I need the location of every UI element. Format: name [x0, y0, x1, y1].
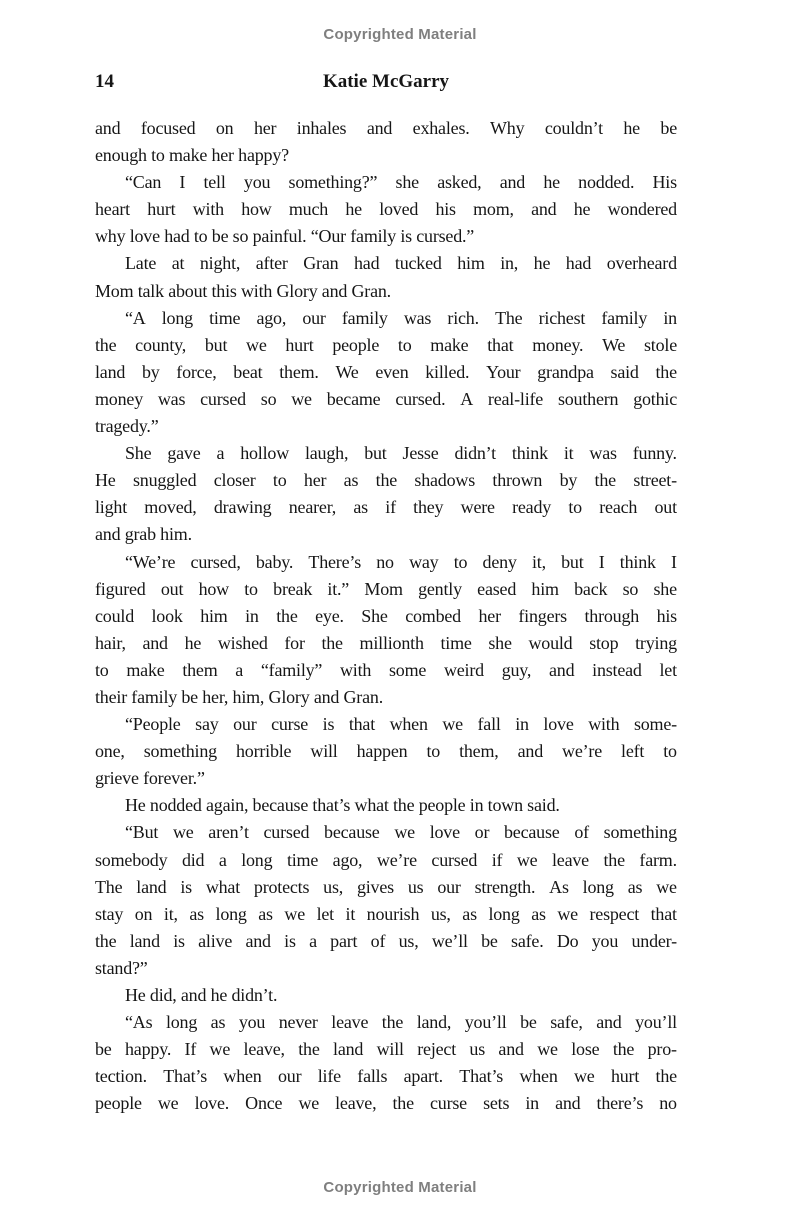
body-line: light moved, drawing nearer, as if they were ready to reach out: [95, 497, 677, 518]
body-line: could look him in the eye. She combed her fingers through his: [95, 605, 677, 626]
body-line: the land is alive and is a part of us, we’ll be safe. Do you under-: [95, 930, 677, 951]
body-line: land by force, beat them. We even killed. Your grandpa said the: [95, 361, 677, 382]
body-line: He did, and he didn’t.: [125, 985, 278, 1005]
body-line: their family be her, him, Glory and Gran.: [95, 686, 383, 707]
body-line: enough to make her happy?: [95, 145, 289, 166]
body-line: why love had to be so painful. “Our family is cursed.”: [95, 226, 475, 247]
body-line: “Can I tell you something?” she asked, and he nodded. His: [125, 172, 677, 193]
running-head: [95, 71, 677, 93]
body-line: He snuggled closer to her as the shadows thrown by the street-: [95, 470, 677, 491]
body-line: The land is what protects us, gives us our strength. As long as we: [95, 876, 677, 897]
body-line: somebody did a long time ago, we’re cursed if we leave the farm.: [95, 849, 677, 870]
page-number: 14: [95, 71, 114, 92]
running-title: Katie McGarry: [322, 71, 450, 92]
body-line: stay on it, as long as we let it nourish us, as long as we respect that: [95, 903, 677, 924]
body-line: the county, but we hurt people to make that money. We stole: [95, 334, 677, 355]
body-line: money was cursed so we became cursed. A real-life southern gothic: [95, 388, 677, 409]
body-text: [95, 115, 677, 1117]
body-line: “A long time ago, our family was rich. The richest family in: [125, 307, 677, 328]
body-line: be happy. If we leave, the land will reject us and we lose the pro-: [95, 1039, 677, 1060]
body-line: tection. That’s when our life falls apart. That’s when we hurt the: [95, 1066, 677, 1087]
body-line: “But we aren’t cursed because we love or because of something: [125, 822, 677, 843]
body-line: “We’re cursed, baby. There’s no way to deny it, but I think I: [125, 551, 677, 572]
body-line: to make them a “family” with some weird guy, and instead let: [95, 659, 677, 680]
body-line: people we love. Once we leave, the curse sets in and there’s no: [95, 1093, 677, 1114]
body-line: He nodded again, because that’s what the people in town said.: [125, 795, 560, 816]
copyright-notice-bottom: Copyrighted Material: [323, 1179, 477, 1196]
body-line: one, something horrible will happen to them, and we’re left to: [95, 741, 677, 762]
body-line: and grab him.: [95, 524, 192, 545]
body-line: “As long as you never leave the land, you’ll be safe, and you’ll: [125, 1012, 677, 1033]
body-line: “People say our curse is that when we fall in love with some-: [125, 714, 677, 735]
body-line: Mom talk about this with Glory and Gran.: [95, 280, 391, 301]
body-line: heart hurt with how much he loved his mom, and he wondered: [95, 199, 677, 220]
body-line: grieve forever.”: [95, 768, 205, 789]
body-line: tragedy.”: [95, 416, 159, 437]
body-line: stand?”: [95, 957, 148, 978]
body-line: and focused on her inhales and exhales. Why couldn’t he be: [95, 118, 677, 138]
copyright-notice-top: Copyrighted Material: [323, 26, 477, 43]
body-line: hair, and he wished for the millionth time she would stop trying: [95, 632, 677, 653]
body-line: Late at night, after Gran had tucked him in, he had overheard: [125, 253, 677, 274]
body-line: figured out how to break it.” Mom gently eased him back so she: [95, 578, 677, 599]
body-line: She gave a hollow laugh, but Jesse didn’t think it was funny.: [125, 443, 677, 464]
